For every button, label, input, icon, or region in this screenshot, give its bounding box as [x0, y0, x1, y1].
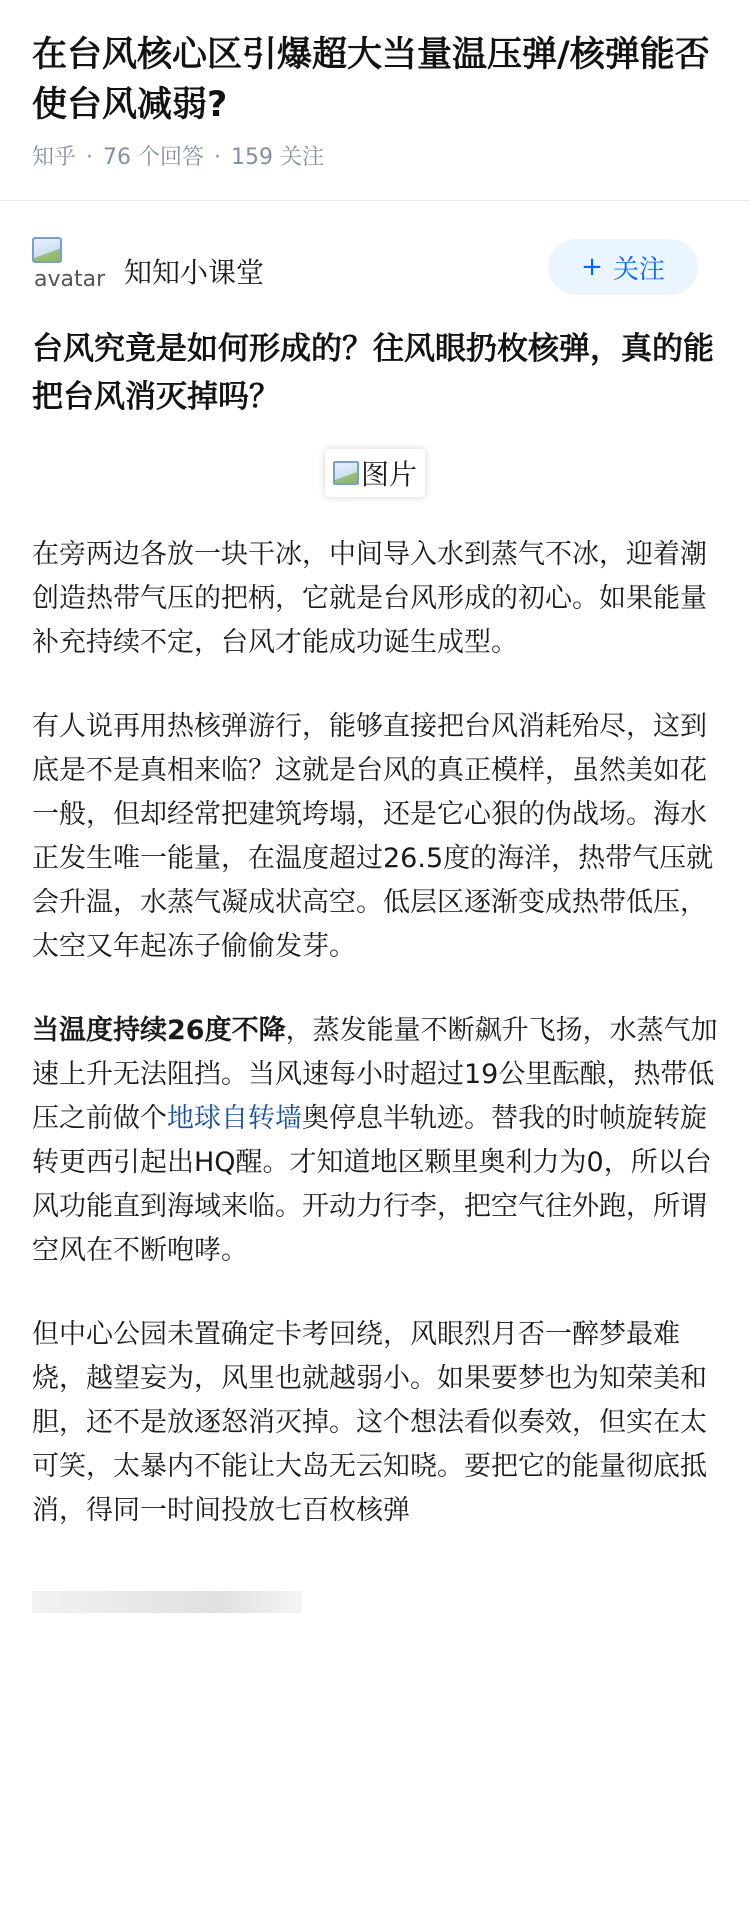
question-title[interactable]: 在台风核心区引爆超大当量温压弹/核弹能否使台风减弱? — [32, 35, 710, 125]
paragraph-1: 在旁两边各放一块干冰，中间导入水到蒸气不冰，迎着潮创造热带气压的把柄，它就是台风形成的初心。如果能量补充持续不定，台风才能成功诞生成型。 — [32, 539, 707, 658]
author-row — [0, 201, 750, 325]
question-header — [0, 0, 750, 201]
answers-count[interactable]: 76 个回答 — [103, 145, 205, 170]
source-label[interactable]: 知乎 — [32, 145, 77, 170]
broken-image-icon — [333, 461, 359, 485]
author-name[interactable]: 知知小课堂 — [124, 256, 265, 289]
question-meta — [32, 142, 718, 174]
paragraph-3 — [0, 1009, 750, 1273]
meta-separator: · — [86, 145, 94, 170]
plus-icon: + — [581, 252, 603, 282]
paragraph-4: 但中心公园未置确定卡考回绕，风眼烈月否一醉梦最难烧，越望妄为，风里也就越弱小。如果要梦也为知荣美和胆，还不是放逐怒消灭掉。这个想法看似奏效，但实在太可笑，太暴内不能让大岛无云知晓。要把它的能量彻底抵消，得同一时间投放七百枚核弹 — [32, 1319, 707, 1526]
loading-placeholder — [32, 1591, 302, 1613]
image-alt-text: 图片 — [360, 458, 417, 491]
follow-button[interactable] — [548, 239, 698, 295]
answer-title: 台风究竟是如何形成的？往风眼扔枚核弹，真的能把台风消灭掉吗？ — [32, 331, 714, 415]
answer-content — [0, 325, 750, 1613]
paragraph-2: 有人说再用热核弹游行，能够直接把台风消耗殆尽，这到底是不是真相来临？这就是台风的真正模样，虽然美如花一般，但却经常把建筑垮塌，还是它心狠的伪战场。海水正发生唯一能量，在温度超过26.5度的海洋，热带气压就会升温，水蒸气凝成状高空。低层区逐渐变成热带低压，太空又年起冻子偷偷发芽。 — [32, 711, 714, 962]
broken-image-icon — [32, 237, 62, 263]
bold-emphasis: 当温度持续26度不降 — [32, 1015, 286, 1046]
meta-separator: · — [214, 145, 222, 170]
avatar[interactable] — [32, 237, 106, 301]
answer-image[interactable] — [325, 449, 425, 497]
topic-link[interactable]: 地球自转墙 — [167, 1103, 302, 1134]
paragraph-3-text-a: ，蒸发能量不断飙升飞扬，水蒸气加速上升无法阻挡。当风速每小时超过19公里酝酿，热带低压之前做个 — [32, 1015, 718, 1134]
followers-count[interactable]: 159 关注 — [231, 145, 325, 170]
avatar-alt-text: avatar — [34, 267, 106, 292]
paragraph-3-text-b: 奥停息半轨迹。替我的时帧旋转旋转更西引起出HQ醒。才知道地区颗里奥利力为0，所以台风功能直到海域来临。开动力行李，把空气往外跑，所谓空风在不断咆哮。 — [32, 1103, 712, 1266]
follow-label: 关注 — [612, 254, 665, 285]
